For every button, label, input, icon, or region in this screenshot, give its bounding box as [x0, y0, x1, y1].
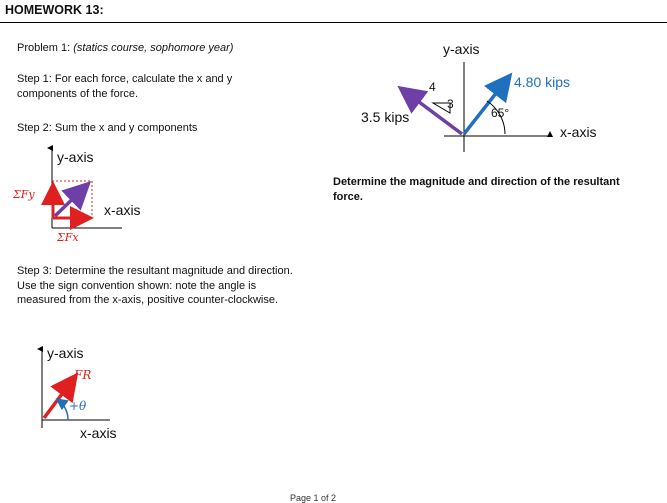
force-y-axis-label: y-axis — [443, 41, 480, 57]
question-text: Determine the magnitude and direction of the resultant force. — [333, 176, 620, 203]
sum-y-axis-label: y-axis — [57, 149, 94, 165]
page-footer: Page 1 of 2 — [290, 493, 337, 503]
sign-theta-label: +θ — [69, 399, 87, 413]
step-3-text: Step 3: Determine the resultant magnitude and direction. Use the sign convention shown: note the angle is measured from the x-axis, positive counter-clockwise. — [17, 265, 293, 306]
force-480-label: 4.80 kips — [514, 74, 571, 90]
force-angle-label: 65° — [491, 106, 510, 120]
page-title: HOMEWORK 13: — [5, 3, 104, 17]
problem-label: Problem 1: — [17, 42, 71, 54]
sum-fy-label: ΣFy — [13, 188, 35, 201]
force-x-axis-label: x-axis — [560, 124, 597, 140]
force-35-label: 3.5 kips — [361, 109, 410, 125]
slope-run-label: 4 — [429, 80, 436, 94]
step-2-text: Step 2: Sum the x and y components — [17, 122, 198, 134]
sum-fx-label: ΣFx — [57, 231, 79, 244]
sign-x-axis-label: x-axis — [80, 425, 117, 441]
sign-fr-label: FR — [74, 368, 92, 382]
step-1-text: Step 1: For each force, calculate the x and y components of the force. — [17, 73, 233, 100]
course-note: (statics course, sophomore year) — [73, 42, 234, 54]
sign-y-axis-label: y-axis — [47, 345, 84, 361]
sum-x-axis-label: x-axis — [104, 202, 141, 218]
slope-rise-label: 3 — [447, 97, 454, 111]
